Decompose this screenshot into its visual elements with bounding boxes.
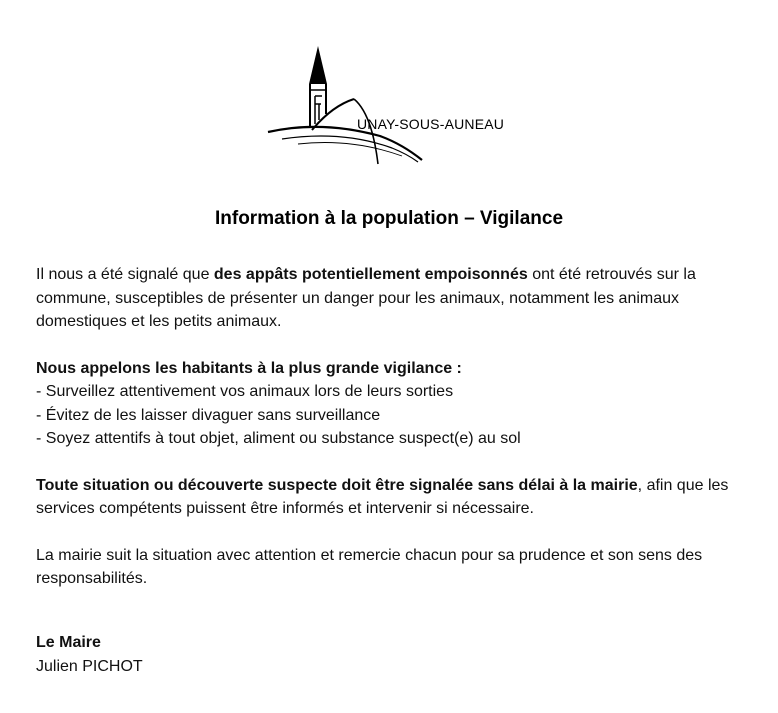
signature-role: Le Maire: [36, 634, 101, 651]
report-text: , afin que les services compétents puissent être informés et intervenir si nécessaire.: [36, 476, 729, 517]
vigilance-item: - Soyez attentifs à tout objet, aliment ou substance suspect(e) au sol: [36, 430, 521, 447]
intro-text-end: ont été retrouvés sur la commune, susceptibles de présenter un danger pour les animaux, notamment les animaux domestiques et les petits animaux.: [36, 266, 696, 330]
report-bold-text: Toute situation ou découverte suspecte doit être signalée sans délai à la mairie: [36, 476, 638, 494]
vigilance-item: - Surveillez attentivement vos animaux lors de leurs sorties: [36, 383, 454, 400]
intro-text-start: Il nous a été signalé que: [36, 266, 214, 283]
signature-block: [36, 631, 143, 678]
vigilance-item: - Évitez de les laisser divaguer sans surveillance: [36, 406, 381, 424]
closing-paragraph: La mairie suit la situation avec attention et remercie chacun pour sa prudence et son sens des responsabilités.: [36, 546, 703, 587]
logo-town-name: UNAY-SOUS-AUNEAU: [357, 116, 505, 132]
notice-body: [36, 263, 756, 591]
intro-bold-text: des appâts potentiellement empoisonnés: [213, 266, 528, 283]
municipality-logo: [262, 44, 532, 166]
church-logo-icon: [262, 44, 532, 166]
signature-name: Julien PICHOT: [36, 657, 143, 675]
intro-paragraph: [36, 263, 756, 334]
report-paragraph: [36, 474, 756, 521]
page-title: Information à la population – Vigilance: [214, 208, 564, 229]
vigilance-heading: Nous appelons les habitants à la plus grande vigilance :: [36, 359, 462, 377]
